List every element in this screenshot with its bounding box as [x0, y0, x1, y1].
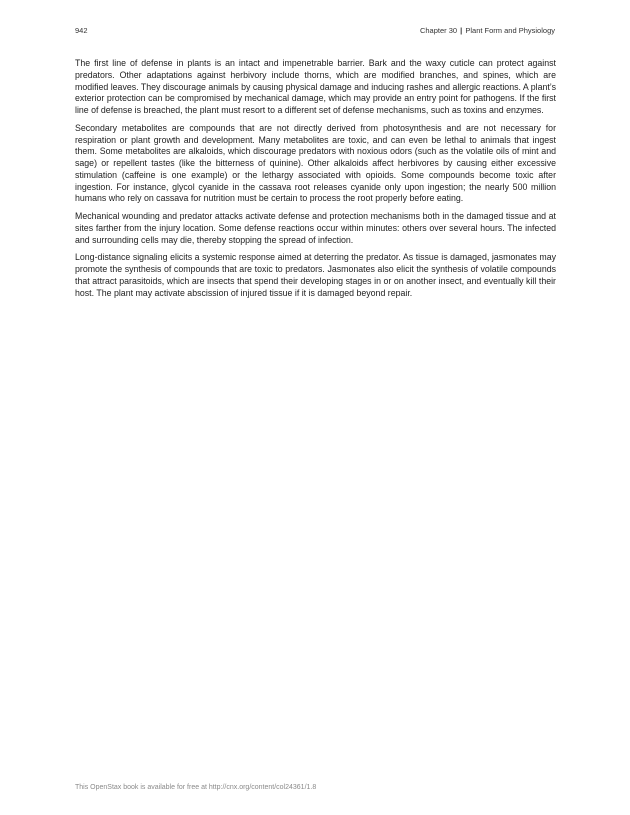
page-number: 942	[75, 26, 88, 35]
paragraph-first-line-of-defense: The first line of defense in plants is an intact and impenetrable barrier. Bark and the waxy cuticle can protect against predators. Other adaptations against herbivory include thorns, which are modified branches, and spines, which are modified leaves. They discourage animals by causing physical damage and inducing rashes and allergic reactions. A plant’s exterior protection can be compromised by mechanical damage, which may provide an entry point for pathogens. If the first line of defense is breached, the plant must resort to a different set of defense mechanisms, such as toxins and enzymes.	[75, 58, 556, 115]
chapter-label: Chapter 30	[419, 26, 458, 35]
paragraph-secondary-metabolites: Secondary metabolites are compounds that are not directly derived from photosynthesis and are not necessary for respiration or plant growth and development. Many metabolites are toxic, and can even be lethal to animals that ingest them. Some metabolites are alkaloids, which discourage predators with noxious odors (such as the volatile oils of mint and sage) or repellent tastes (like the bitterness of quinine). Other alkaloids affect herbivores by causing either excessive stimulation (caffeine is one example) or the lethargy associated with opioids. Some compounds become toxic after ingestion. For instance, glycol cyanide in the cassava root releases cyanide only upon ingestion; the nearly 500 million humans who rely on cassava for nutrition must be certain to process the root properly before eating.	[75, 122, 556, 204]
page-header	[75, 26, 555, 38]
page-footer: This OpenStax book is available for free at http://cnx.org/content/col24361/1.8	[75, 784, 317, 791]
main-text	[75, 58, 556, 305]
chapter-title: Plant Form and Physiology	[465, 26, 555, 35]
paragraph-mechanical-wounding: Mechanical wounding and predator attacks activate defense and protection mechanisms both in the damaged tissue and at sites farther from the injury location. Some defense reactions occur within minutes: others over several hours. The infected and surrounding cells may die, thereby stopping the spread of infection.	[75, 211, 556, 245]
running-head	[420, 26, 555, 36]
paragraph-long-distance-signaling: Long-distance signaling elicits a systemic response aimed at deterring the predator. As tissue is damaged, jasmonates may promote the synthesis of compounds that are toxic to predators. Jasmonates also elicit the synthesis of volatile compounds that attract parasitoids, which are insects that spend their developing stages in or on another insect, and eventually kill their host. The plant may activate abscission of injured tissue if it is damaged beyond repair.	[75, 252, 556, 298]
header-separator: |	[460, 26, 463, 35]
